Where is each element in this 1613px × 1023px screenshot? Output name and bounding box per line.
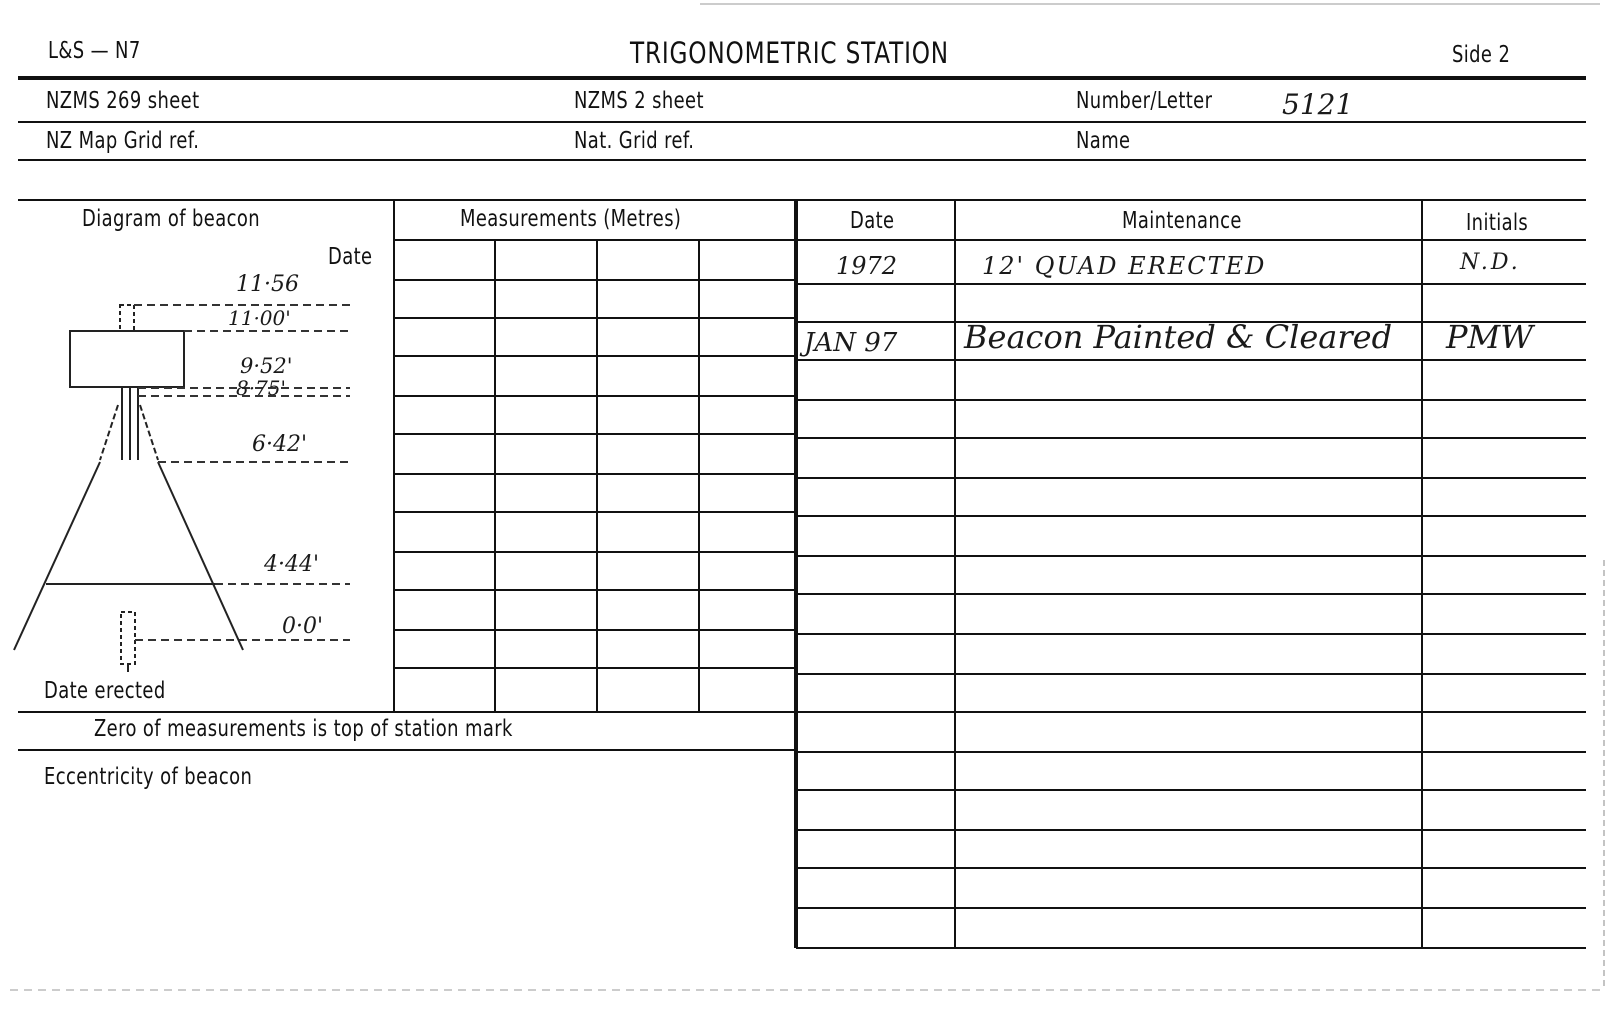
date-erected-label: Date erected	[44, 678, 166, 704]
number-letter-value: 5121	[1282, 88, 1354, 121]
height-label: 6·42'	[252, 432, 308, 457]
number-letter-label: Number/Letter	[1076, 88, 1213, 114]
zero-note: Zero of measurements is top of station mark	[94, 716, 513, 742]
map-grid-label: NZ Map Grid ref.	[46, 128, 200, 154]
form-title: TRIGONOMETRIC STATION	[630, 36, 949, 70]
nat-grid-label: Nat. Grid ref.	[574, 128, 695, 154]
maint-row-text: Beacon Painted & Cleared	[964, 318, 1393, 356]
height-label: 8·75'	[236, 376, 287, 400]
side-indicator: Side 2	[1452, 42, 1511, 68]
col-maintenance-header: Maintenance	[1122, 208, 1242, 234]
maint-row-text: 12' QUAD ERECTED	[982, 252, 1267, 280]
measurements-title: Measurements (Metres)	[460, 206, 682, 232]
diagram-title: Diagram of beacon	[82, 206, 260, 232]
maint-row-date: 1972	[836, 252, 898, 280]
height-label: 9·52'	[240, 354, 293, 378]
nzms2-label: NZMS 2 sheet	[574, 88, 704, 114]
col-date-header: Date	[850, 208, 895, 234]
height-label: 4·44'	[264, 552, 320, 577]
col-initials-header: Initials	[1466, 210, 1529, 236]
maint-row-initials: N.D.	[1460, 250, 1521, 275]
maint-row-initials: PMW	[1446, 318, 1534, 356]
eccentricity-label: Eccentricity of beacon	[44, 764, 253, 790]
beacon-drawing	[14, 305, 243, 672]
height-label: 0·0'	[282, 614, 324, 639]
diagram-date-label: Date	[328, 244, 373, 270]
name-label: Name	[1076, 128, 1131, 154]
maint-row-date: JAN 97	[804, 328, 898, 358]
height-label: 11·56	[236, 272, 299, 297]
height-label: 11·00'	[228, 306, 291, 330]
nzms269-label: NZMS 269 sheet	[46, 88, 200, 114]
form-code: L&S — N7	[48, 38, 141, 64]
